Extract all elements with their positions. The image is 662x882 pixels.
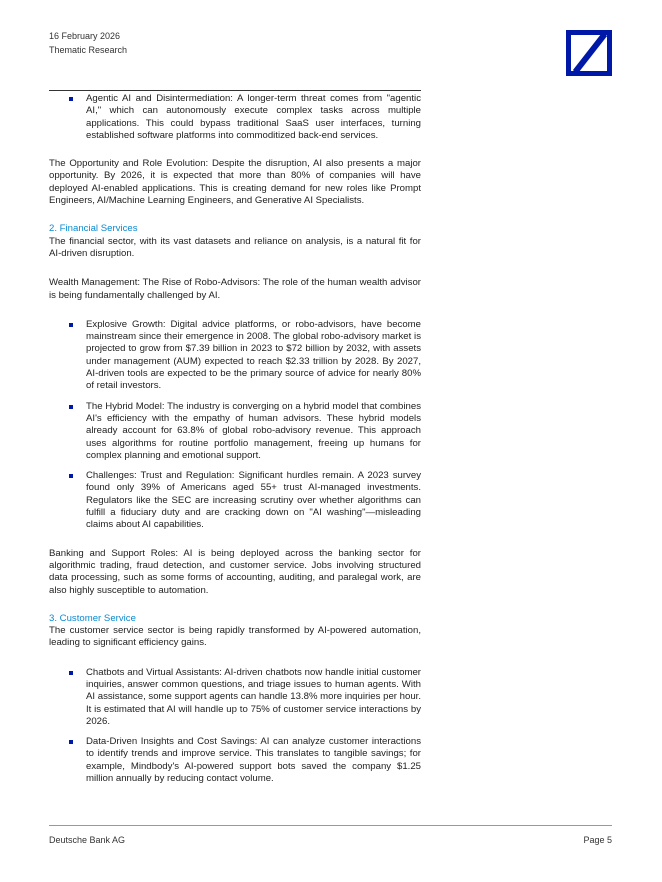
footer-company: Deutsche Bank AG [49,835,126,845]
paragraph: The Opportunity and Role Evolution: Despite the disruption, AI also presents a major opportunity. By 2026, it is expected that more than 80% of companies will have deployed AI-enabled applications. This is creating demand for new roles like Prompt Engineers, AI/Machine Learning Engineers, and Generative AI Specialists. [49,158,421,207]
paragraph: Banking and Support Roles: AI is being deployed across the banking sector for algorithmic trading, fraud detection, and customer service. Jobs involving structured data processing, such as some forms of accounting, auditing, and paralegal work, are also highly susceptible to automation. [49,547,421,596]
list-item: Challenges: Trust and Regulation: Significant hurdles remain. A 2023 survey found only 39% of Americans aged 55+ trust AI-managed investments. Regulators like the SEC are increasing scrutiny over whether algorithms can fulfill a fiduciary duty and are cracking down on "AI washing"—misleading claims about AI capabilities. [49,470,421,531]
bullet-square-icon [69,323,73,327]
header-date: 16 February 2026 [49,31,121,41]
list-item: Chatbots and Virtual Assistants: AI-driven chatbots now handle initial customer inquiries, answer common questions, and triage issues to human agents. With AI assistance, some support agents can handle 13.8% more inquiries per hour. It is estimated that AI will handle up to 75% of customer service interactions by 2026. [49,667,421,728]
bullet-square-icon [69,474,73,478]
paragraph: The customer service sector is being rapidly transformed by AI-powered automation, leading to significant efficiency gains. [49,625,421,649]
list-item: Explosive Growth: Digital advice platforms, or robo-advisors, have become mainstream since their emergence in 2008. The global robo-advisory market is projected to grow from $7.39 billion in 2023 to $72 billion by 2032, with assets under management (AUM) expected to reach $2.33 trillion by 2028. By 2027, AI-driven tools are expected to be the primary source of advice for nearly 80% of retail investors. [49,319,421,393]
footer-divider [49,825,612,826]
header-divider [49,90,421,91]
section-heading: 3. Customer Service [49,612,136,624]
paragraph: Wealth Management: The Rise of Robo-Advisors: The role of the human wealth advisor is being fundamentally challenged by AI. [49,277,421,301]
bullet-square-icon [69,671,73,675]
page-number: Page 5 [583,835,612,845]
list-item: Data-Driven Insights and Cost Savings: AI can analyze customer interactions to identify trends and improve service. This translates to tangible savings; for example, Mindbody's AI-powered support bots saved the company $1.25 million annually by reducing contact volume. [49,736,421,785]
section-heading: 2. Financial Services [49,223,138,235]
deutsche-bank-logo-icon [566,30,612,76]
list-item: Agentic AI and Disintermediation: A longer-term threat comes from "agentic AI," which can autonomously execute complex tasks across multiple applications. This could bypass traditional SaaS user interfaces, turning established software platforms into commoditized back-end services. [49,93,421,142]
bullet-square-icon [69,97,73,101]
list-item: The Hybrid Model: The industry is converging on a hybrid model that combines AI's efficiency with the empathy of human advisors. These hybrid models already account for 63.8% of global robo-advisory revenue. This approach uses algorithms for routine portfolio management, freeing up humans for complex planning and emotional support. [49,401,421,462]
bullet-square-icon [69,405,73,409]
header-section: Thematic Research [49,45,128,55]
bullet-square-icon [69,740,73,744]
paragraph: The financial sector, with its vast datasets and reliance on analysis, is a natural fit for AI-driven disruption. [49,235,421,259]
report-body [49,93,421,785]
